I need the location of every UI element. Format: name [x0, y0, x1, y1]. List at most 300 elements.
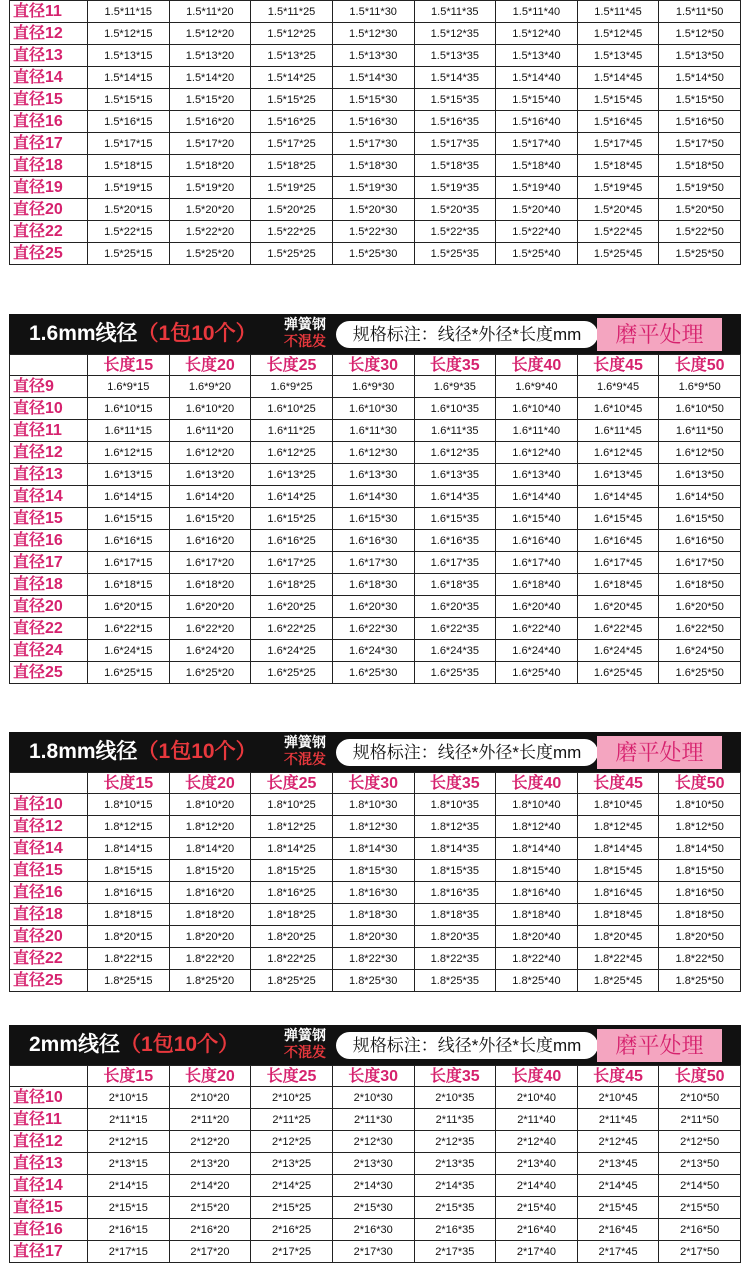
- spec-cell: 1.6*24*20: [169, 640, 251, 662]
- spec-cell: 1.5*18*20: [169, 155, 251, 177]
- table-body: [10, 1, 741, 265]
- column-header-row: [10, 355, 741, 376]
- row-label: 直径20: [10, 926, 88, 948]
- spec-cell: 1.6*11*35: [414, 420, 496, 442]
- spec-cell: 2*11*50: [659, 1109, 741, 1131]
- table-row: [10, 155, 741, 177]
- spec-cell: 1.6*10*45: [577, 398, 659, 420]
- spec-cell: 1.8*16*35: [414, 882, 496, 904]
- spec-cell: 1.6*12*15: [88, 442, 170, 464]
- row-label: 直径25: [10, 970, 88, 992]
- spec-cell: 1.6*9*30: [332, 376, 414, 398]
- spec-cell: 1.8*20*30: [332, 926, 414, 948]
- table-row: [10, 1197, 741, 1219]
- spec-cell: 1.5*13*15: [88, 45, 170, 67]
- spec-cell: 1.5*13*35: [414, 45, 496, 67]
- spec-cell: 1.5*20*40: [496, 199, 578, 221]
- spec-cell: 1.6*11*40: [496, 420, 578, 442]
- spec-cell: 1.5*13*45: [577, 45, 659, 67]
- column-header: 长度25: [251, 773, 333, 794]
- spec-cell: 1.5*22*30: [332, 221, 414, 243]
- spec-cell: 1.5*20*25: [251, 199, 333, 221]
- spec-format-label: 规格标注：线径*外径*长度mm: [336, 739, 598, 766]
- spec-cell: 1.5*20*15: [88, 199, 170, 221]
- spec-cell: 2*12*45: [577, 1131, 659, 1153]
- table-row: [10, 1241, 741, 1263]
- spec-cell: 1.6*18*35: [414, 574, 496, 596]
- spec-cell: 1.6*24*45: [577, 640, 659, 662]
- spec-cell: 1.6*24*30: [332, 640, 414, 662]
- spec-cell: 1.8*25*50: [659, 970, 741, 992]
- table-body: [10, 376, 741, 684]
- spec-cell: 1.6*24*25: [251, 640, 333, 662]
- spec-cell: 1.8*20*35: [414, 926, 496, 948]
- row-label: 直径12: [10, 1131, 88, 1153]
- spec-cell: 1.5*19*35: [414, 177, 496, 199]
- spec-cell: 1.6*17*35: [414, 552, 496, 574]
- spec-cell: 1.5*19*15: [88, 177, 170, 199]
- steel-note: 弹簧钢 不混发: [284, 734, 326, 767]
- spec-cell: 1.6*18*15: [88, 574, 170, 596]
- spec-cell: 1.6*12*50: [659, 442, 741, 464]
- spec-cell: 1.6*24*50: [659, 640, 741, 662]
- table-banner: [9, 1025, 741, 1065]
- spec-cell: 2*12*25: [251, 1131, 333, 1153]
- grind-badge: 磨平处理: [597, 736, 722, 769]
- spec-cell: 1.6*22*40: [496, 618, 578, 640]
- spec-cell: 1.5*11*45: [577, 1, 659, 23]
- spec-cell: 2*14*45: [577, 1175, 659, 1197]
- spec-cell: 1.8*15*20: [169, 860, 251, 882]
- spec-cell: 1.6*10*30: [332, 398, 414, 420]
- spec-cell: 2*14*50: [659, 1175, 741, 1197]
- spec-cell: 2*10*35: [414, 1087, 496, 1109]
- grind-badge: 磨平处理: [597, 1029, 722, 1062]
- spec-cell: 1.8*18*25: [251, 904, 333, 926]
- spec-cell: 2*11*25: [251, 1109, 333, 1131]
- table-row: [10, 552, 741, 574]
- column-header: 长度40: [496, 355, 578, 376]
- spec-cell: 1.8*16*50: [659, 882, 741, 904]
- column-header: 长度50: [659, 1066, 741, 1087]
- table-row: [10, 838, 741, 860]
- grind-badge: 磨平处理: [597, 318, 722, 351]
- spec-cell: 1.8*15*30: [332, 860, 414, 882]
- spec-cell: 1.6*11*25: [251, 420, 333, 442]
- spec-cell: 1.6*18*50: [659, 574, 741, 596]
- spec-cell: 1.8*14*15: [88, 838, 170, 860]
- table-row: [10, 530, 741, 552]
- row-label: 直径14: [10, 486, 88, 508]
- spec-cell: 1.5*17*50: [659, 133, 741, 155]
- row-label: 直径16: [10, 882, 88, 904]
- spec-cell: 2*12*35: [414, 1131, 496, 1153]
- spec-cell: 2*16*15: [88, 1219, 170, 1241]
- spec-cell: 1.6*14*40: [496, 486, 578, 508]
- row-label: 直径16: [10, 1219, 88, 1241]
- table-row: [10, 970, 741, 992]
- spec-cell: 1.8*18*50: [659, 904, 741, 926]
- spec-cell: 1.5*19*20: [169, 177, 251, 199]
- row-label: 直径10: [10, 794, 88, 816]
- column-header: 长度45: [577, 1066, 659, 1087]
- spec-cell: 2*10*40: [496, 1087, 578, 1109]
- spec-cell: 1.5*15*50: [659, 89, 741, 111]
- spec-cell: 2*15*15: [88, 1197, 170, 1219]
- spec-cell: 2*12*50: [659, 1131, 741, 1153]
- spec-cell: 1.5*22*45: [577, 221, 659, 243]
- spec-cell: 2*14*35: [414, 1175, 496, 1197]
- spec-cell: 1.6*16*45: [577, 530, 659, 552]
- row-label: 直径18: [10, 904, 88, 926]
- column-header: 长度40: [496, 1066, 578, 1087]
- column-header: 长度30: [332, 773, 414, 794]
- row-label: 直径9: [10, 376, 88, 398]
- spec-cell: 1.8*12*25: [251, 816, 333, 838]
- spec-cell: 1.5*15*20: [169, 89, 251, 111]
- spec-cell: 1.6*17*15: [88, 552, 170, 574]
- spec-cell: 1.6*13*35: [414, 464, 496, 486]
- spec-cell: 1.6*16*20: [169, 530, 251, 552]
- spec-table-1-5mm: [9, 0, 741, 265]
- row-label: 直径15: [10, 89, 88, 111]
- spec-cell: 1.8*22*30: [332, 948, 414, 970]
- spec-cell: 2*16*20: [169, 1219, 251, 1241]
- spec-cell: 1.6*9*15: [88, 376, 170, 398]
- spec-table: [9, 354, 741, 684]
- spec-cell: 1.5*19*30: [332, 177, 414, 199]
- spec-cell: 1.8*12*35: [414, 816, 496, 838]
- spec-cell: 2*11*20: [169, 1109, 251, 1131]
- spec-cell: 1.6*13*25: [251, 464, 333, 486]
- spec-cell: 1.8*25*30: [332, 970, 414, 992]
- spec-cell: 1.6*9*20: [169, 376, 251, 398]
- spec-cell: 2*13*20: [169, 1153, 251, 1175]
- spec-cell: 2*13*50: [659, 1153, 741, 1175]
- spec-cell: 1.6*20*50: [659, 596, 741, 618]
- spec-cell: 1.6*9*50: [659, 376, 741, 398]
- row-label: 直径13: [10, 464, 88, 486]
- spec-cell: 2*15*40: [496, 1197, 578, 1219]
- corner-cell: [10, 355, 88, 376]
- spec-cell: 1.5*16*50: [659, 111, 741, 133]
- spec-cell: 1.6*13*45: [577, 464, 659, 486]
- spec-cell: 2*12*40: [496, 1131, 578, 1153]
- spec-cell: 1.6*18*45: [577, 574, 659, 596]
- spec-cell: 1.8*12*40: [496, 816, 578, 838]
- table-row: [10, 1219, 741, 1241]
- spec-cell: 1.6*10*50: [659, 398, 741, 420]
- spec-cell: 1.6*14*25: [251, 486, 333, 508]
- spec-cell: 2*17*45: [577, 1241, 659, 1263]
- spec-cell: 1.6*11*45: [577, 420, 659, 442]
- column-header: 长度35: [414, 1066, 496, 1087]
- spec-format-label: 规格标注：线径*外径*长度mm: [336, 1032, 598, 1059]
- spec-cell: 1.6*18*30: [332, 574, 414, 596]
- row-label: 直径14: [10, 67, 88, 89]
- spec-cell: 1.8*20*45: [577, 926, 659, 948]
- spec-cell: 1.5*17*45: [577, 133, 659, 155]
- spec-cell: 1.6*15*50: [659, 508, 741, 530]
- spec-cell: 1.5*19*50: [659, 177, 741, 199]
- spec-cell: 1.5*11*15: [88, 1, 170, 23]
- spec-cell: 1.6*17*30: [332, 552, 414, 574]
- spec-cell: 1.5*16*25: [251, 111, 333, 133]
- spec-cell: 1.5*12*35: [414, 23, 496, 45]
- spec-cell: 1.6*12*30: [332, 442, 414, 464]
- spec-cell: 1.5*18*50: [659, 155, 741, 177]
- spec-cell: 1.8*10*40: [496, 794, 578, 816]
- pack-quantity: （1包10个）: [137, 740, 257, 763]
- table-row: [10, 442, 741, 464]
- column-header: 长度50: [659, 355, 741, 376]
- spec-cell: 1.6*12*35: [414, 442, 496, 464]
- spec-cell: 1.8*20*50: [659, 926, 741, 948]
- spec-cell: 1.6*20*15: [88, 596, 170, 618]
- spec-cell: 1.5*17*35: [414, 133, 496, 155]
- spec-cell: 1.5*11*35: [414, 1, 496, 23]
- spec-cell: 1.5*14*15: [88, 67, 170, 89]
- row-label: 直径17: [10, 1241, 88, 1263]
- spec-cell: 1.6*17*20: [169, 552, 251, 574]
- spec-cell: 1.8*16*40: [496, 882, 578, 904]
- spec-cell: 1.6*22*45: [577, 618, 659, 640]
- table-row: [10, 1131, 741, 1153]
- spec-cell: 1.8*15*50: [659, 860, 741, 882]
- spec-cell: 1.5*14*30: [332, 67, 414, 89]
- spec-cell: 1.5*14*25: [251, 67, 333, 89]
- spec-cell: 1.6*13*50: [659, 464, 741, 486]
- spec-cell: 2*16*40: [496, 1219, 578, 1241]
- column-header: 长度35: [414, 355, 496, 376]
- table-row: [10, 1153, 741, 1175]
- column-header: 长度15: [88, 355, 170, 376]
- spec-cell: 1.5*17*30: [332, 133, 414, 155]
- spec-cell: 1.5*15*15: [88, 89, 170, 111]
- row-label: 直径22: [10, 221, 88, 243]
- spec-cell: 1.5*19*40: [496, 177, 578, 199]
- spec-cell: 1.8*22*20: [169, 948, 251, 970]
- column-header-row: [10, 773, 741, 794]
- spec-cell: 1.8*20*15: [88, 926, 170, 948]
- spec-cell: 1.6*24*35: [414, 640, 496, 662]
- spec-cell: 1.5*17*15: [88, 133, 170, 155]
- pack-quantity: （1包10个）: [120, 1033, 240, 1056]
- row-label: 直径15: [10, 508, 88, 530]
- table-row: [10, 177, 741, 199]
- spec-cell: 1.5*17*25: [251, 133, 333, 155]
- spec-cell: 1.5*18*15: [88, 155, 170, 177]
- row-label: 直径15: [10, 860, 88, 882]
- spec-cell: 2*16*45: [577, 1219, 659, 1241]
- spec-cell: 1.8*18*35: [414, 904, 496, 926]
- banner-title: 1.6mm线径（1包10个）: [29, 322, 257, 345]
- table-row: [10, 133, 741, 155]
- spec-table-1-6mm: [9, 314, 741, 684]
- spec-cell: 1.8*22*15: [88, 948, 170, 970]
- spec-cell: 1.8*18*15: [88, 904, 170, 926]
- spec-cell: 1.6*11*50: [659, 420, 741, 442]
- spec-cell: 1.6*12*45: [577, 442, 659, 464]
- spec-cell: 1.5*25*20: [169, 243, 251, 265]
- corner-cell: [10, 773, 88, 794]
- column-header: 长度15: [88, 773, 170, 794]
- spec-cell: 1.5*16*45: [577, 111, 659, 133]
- spec-cell: 2*11*30: [332, 1109, 414, 1131]
- row-label: 直径16: [10, 530, 88, 552]
- spec-cell: 2*13*35: [414, 1153, 496, 1175]
- spec-cell: 1.5*25*30: [332, 243, 414, 265]
- column-header: 长度35: [414, 773, 496, 794]
- spec-cell: 1.5*25*50: [659, 243, 741, 265]
- spec-cell: 1.8*25*20: [169, 970, 251, 992]
- spec-cell: 1.6*20*35: [414, 596, 496, 618]
- spec-cell: 1.5*12*15: [88, 23, 170, 45]
- spec-cell: 1.6*25*20: [169, 662, 251, 684]
- spec-cell: 1.8*14*40: [496, 838, 578, 860]
- table-row: [10, 662, 741, 684]
- spec-cell: 1.5*12*45: [577, 23, 659, 45]
- spec-cell: 1.5*25*45: [577, 243, 659, 265]
- spec-cell: 1.6*25*35: [414, 662, 496, 684]
- spec-cell: 1.8*14*45: [577, 838, 659, 860]
- spec-cell: 1.8*20*40: [496, 926, 578, 948]
- spec-cell: 2*16*25: [251, 1219, 333, 1241]
- column-header: 长度20: [169, 1066, 251, 1087]
- table-row: [10, 376, 741, 398]
- table-row: [10, 23, 741, 45]
- spec-cell: 1.6*11*15: [88, 420, 170, 442]
- spec-table-2mm: [9, 1025, 741, 1263]
- spec-cell: 1.5*15*35: [414, 89, 496, 111]
- column-header: 长度25: [251, 1066, 333, 1087]
- spec-cell: 1.8*10*25: [251, 794, 333, 816]
- row-label: 直径12: [10, 23, 88, 45]
- spec-cell: 1.6*9*40: [496, 376, 578, 398]
- spec-cell: 1.5*18*30: [332, 155, 414, 177]
- spec-cell: 1.6*13*40: [496, 464, 578, 486]
- row-label: 直径18: [10, 574, 88, 596]
- spec-table: [9, 1065, 741, 1263]
- spec-cell: 1.5*22*15: [88, 221, 170, 243]
- spec-cell: 2*16*50: [659, 1219, 741, 1241]
- spec-cell: 2*15*25: [251, 1197, 333, 1219]
- spec-cell: 1.8*10*20: [169, 794, 251, 816]
- spec-cell: 1.6*9*45: [577, 376, 659, 398]
- spec-cell: 1.6*13*20: [169, 464, 251, 486]
- spec-cell: 1.5*12*20: [169, 23, 251, 45]
- spec-cell: 1.6*11*30: [332, 420, 414, 442]
- row-label: 直径10: [10, 398, 88, 420]
- spec-cell: 2*10*30: [332, 1087, 414, 1109]
- spec-cell: 2*17*15: [88, 1241, 170, 1263]
- spec-cell: 1.6*10*35: [414, 398, 496, 420]
- spec-cell: 1.6*16*50: [659, 530, 741, 552]
- spec-cell: 1.8*14*35: [414, 838, 496, 860]
- spec-cell: 1.5*18*25: [251, 155, 333, 177]
- spec-cell: 1.8*15*35: [414, 860, 496, 882]
- spec-cell: 2*11*15: [88, 1109, 170, 1131]
- spec-cell: 2*17*40: [496, 1241, 578, 1263]
- row-label: 直径18: [10, 155, 88, 177]
- spec-cell: 1.8*12*45: [577, 816, 659, 838]
- table-row: [10, 794, 741, 816]
- spec-cell: 1.6*22*20: [169, 618, 251, 640]
- row-label: 直径17: [10, 552, 88, 574]
- spec-cell: 1.5*15*45: [577, 89, 659, 111]
- spec-cell: 1.8*25*25: [251, 970, 333, 992]
- spec-cell: 1.8*16*45: [577, 882, 659, 904]
- row-label: 直径12: [10, 816, 88, 838]
- table-body: [10, 1087, 741, 1263]
- spec-cell: 1.8*16*15: [88, 882, 170, 904]
- spec-cell: 1.6*18*20: [169, 574, 251, 596]
- spec-cell: 1.6*13*30: [332, 464, 414, 486]
- table-row: [10, 816, 741, 838]
- spec-cell: 1.5*14*50: [659, 67, 741, 89]
- row-label: 直径16: [10, 111, 88, 133]
- spec-cell: 2*14*25: [251, 1175, 333, 1197]
- spec-cell: 1.8*18*20: [169, 904, 251, 926]
- spec-cell: 1.6*10*20: [169, 398, 251, 420]
- row-label: 直径11: [10, 420, 88, 442]
- spec-cell: 2*17*50: [659, 1241, 741, 1263]
- spec-cell: 1.6*20*20: [169, 596, 251, 618]
- spec-cell: 2*12*15: [88, 1131, 170, 1153]
- table-row: [10, 1, 741, 23]
- spec-cell: 2*12*20: [169, 1131, 251, 1153]
- spec-cell: 1.5*14*45: [577, 67, 659, 89]
- spec-cell: 1.6*14*45: [577, 486, 659, 508]
- spec-cell: 1.5*12*25: [251, 23, 333, 45]
- spec-cell: 1.5*16*35: [414, 111, 496, 133]
- spec-cell: 1.8*10*35: [414, 794, 496, 816]
- spec-cell: 1.5*25*25: [251, 243, 333, 265]
- spec-table: [9, 772, 741, 992]
- spec-cell: 2*13*30: [332, 1153, 414, 1175]
- spec-cell: 1.8*12*20: [169, 816, 251, 838]
- spec-cell: 1.8*25*15: [88, 970, 170, 992]
- spec-cell: 2*16*35: [414, 1219, 496, 1241]
- spec-cell: 1.5*15*25: [251, 89, 333, 111]
- spec-cell: 1.6*25*45: [577, 662, 659, 684]
- spec-cell: 1.5*11*40: [496, 1, 578, 23]
- table-row: [10, 199, 741, 221]
- spec-cell: 1.6*15*30: [332, 508, 414, 530]
- spec-cell: 1.6*10*40: [496, 398, 578, 420]
- spec-cell: 1.5*20*35: [414, 199, 496, 221]
- row-label: 直径15: [10, 1197, 88, 1219]
- spec-cell: 1.6*17*50: [659, 552, 741, 574]
- spec-cell: 1.5*16*20: [169, 111, 251, 133]
- table-banner: [9, 314, 741, 354]
- spec-cell: 1.5*13*25: [251, 45, 333, 67]
- table-row: [10, 221, 741, 243]
- row-label: 直径19: [10, 177, 88, 199]
- table-row: [10, 926, 741, 948]
- spec-cell: 1.6*16*25: [251, 530, 333, 552]
- row-label: 直径12: [10, 442, 88, 464]
- spec-cell: 1.6*16*40: [496, 530, 578, 552]
- spec-cell: 1.6*25*40: [496, 662, 578, 684]
- spec-cell: 1.6*14*20: [169, 486, 251, 508]
- spec-cell: 2*14*40: [496, 1175, 578, 1197]
- spec-cell: 1.6*22*35: [414, 618, 496, 640]
- spec-cell: 1.8*14*20: [169, 838, 251, 860]
- spec-cell: 1.8*14*50: [659, 838, 741, 860]
- row-label: 直径22: [10, 948, 88, 970]
- spec-cell: 1.5*16*15: [88, 111, 170, 133]
